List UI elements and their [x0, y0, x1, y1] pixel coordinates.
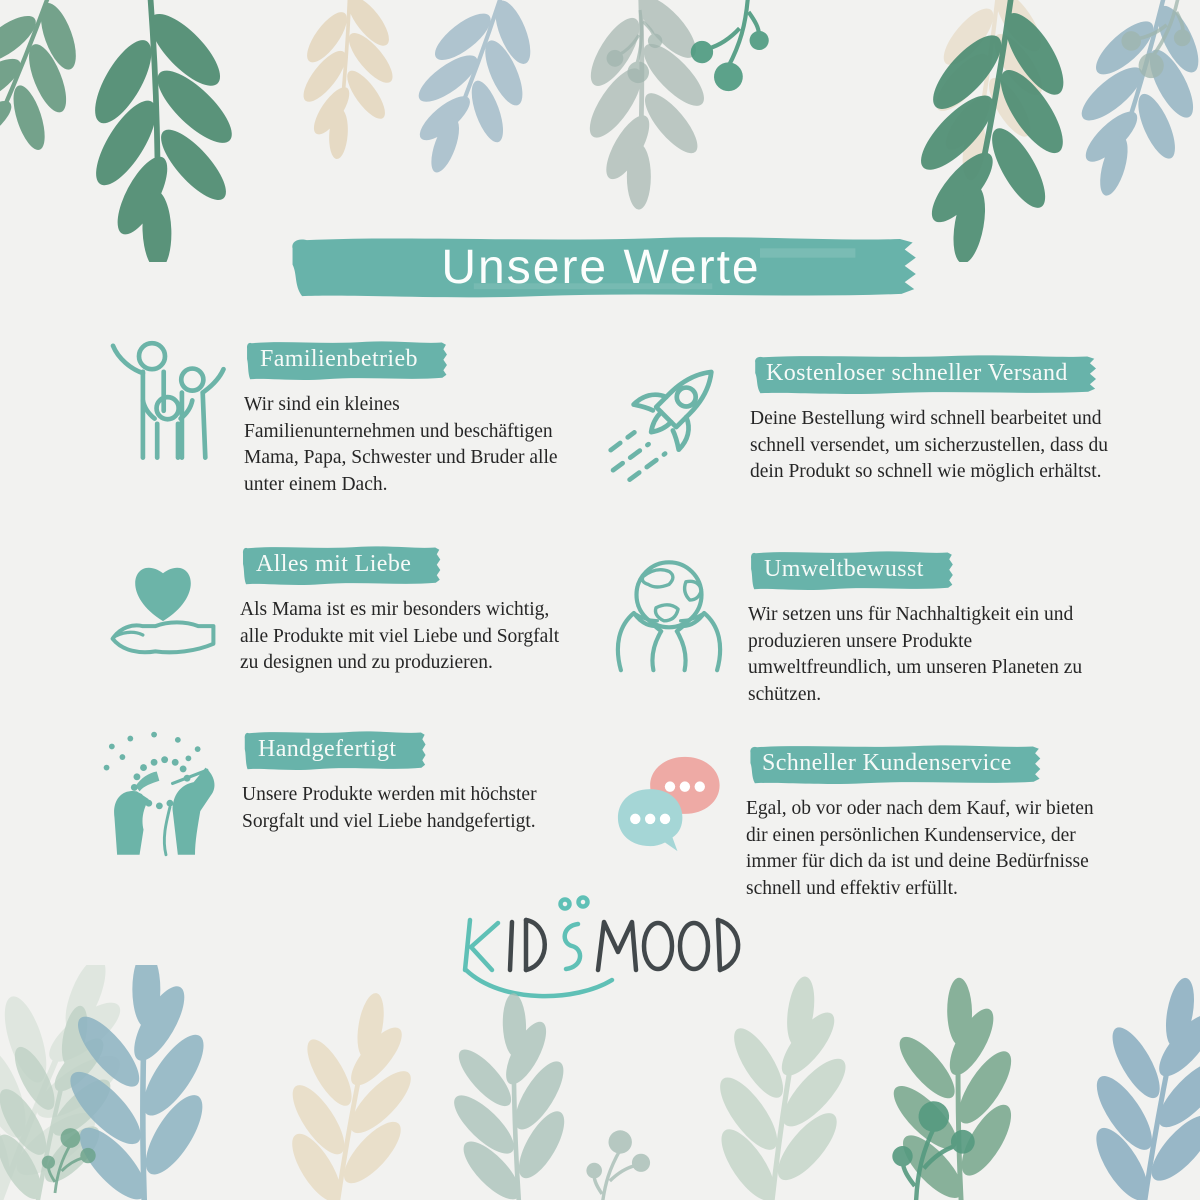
- rocket-icon: [606, 352, 736, 487]
- value-card-familienbetrieb: [100, 338, 574, 498]
- title-banner: [283, 232, 919, 302]
- section-body: Als Mama ist es mir besonders wichtig, alle Produkte mit viel Liebe und Sorgfalt zu designen und zu produzieren.: [240, 599, 560, 674]
- section-title: Familienbetrieb: [260, 346, 418, 372]
- value-card-handgefertigt: [96, 728, 542, 865]
- section-body: Wir setzen uns für Nachhaltigkeit ein und produzieren unsere Produkte umweltfreundlich, um unseren Planeten zu schützen.: [748, 604, 1083, 705]
- section-heading-banner: [244, 338, 448, 383]
- chat-bubbles-icon: [608, 742, 732, 871]
- section-title: Schneller Kundenservice: [762, 750, 1012, 776]
- value-card-kundenservice: [608, 742, 1096, 902]
- section-body: Wir sind ein kleines Familienunternehmen und beschäftigen Mama, Papa, Schwester und Bruder alle unter einem Dach.: [244, 394, 558, 495]
- page-title: Unsere Werte: [441, 240, 761, 294]
- handmade-icon: [96, 728, 228, 865]
- value-card-liebe: [100, 543, 560, 677]
- section-body: Egal, ob vor oder nach dem Kauf, wir bieten dir einen persönlichen Kundenservice, der immer für dich da ist und deine Bedürfnisse schnell und effektiv erfüllt.: [746, 798, 1094, 899]
- value-card-versand: [606, 352, 1112, 487]
- section-title: Alles mit Liebe: [256, 551, 412, 577]
- section-heading-banner: [748, 548, 954, 593]
- family-icon: [100, 338, 230, 473]
- section-body: Unsere Produkte werden mit höchster Sorgfalt und viel Liebe handgefertigt.: [242, 784, 537, 832]
- section-heading-banner: [240, 543, 441, 588]
- value-card-umwelt: [604, 548, 1088, 708]
- section-heading-banner: [242, 728, 426, 773]
- heart-in-hand-icon: [100, 543, 226, 674]
- section-title: Handgefertigt: [258, 736, 397, 762]
- section-title: Umweltbewusst: [764, 556, 924, 582]
- kidsmood-logo: [452, 890, 752, 1008]
- top-leaves-decoration: [0, 0, 1200, 262]
- section-title: Kostenloser schneller Versand: [766, 360, 1068, 386]
- section-heading-banner: [750, 352, 1098, 397]
- section-body: Deine Bestellung wird schnell bearbeitet und schnell versendet, um sicherzustellen, dass du dein Produkt so schnell wie möglich erhältst.: [750, 408, 1108, 483]
- globe-in-hands-icon: [604, 548, 734, 683]
- section-heading-banner: [746, 742, 1042, 787]
